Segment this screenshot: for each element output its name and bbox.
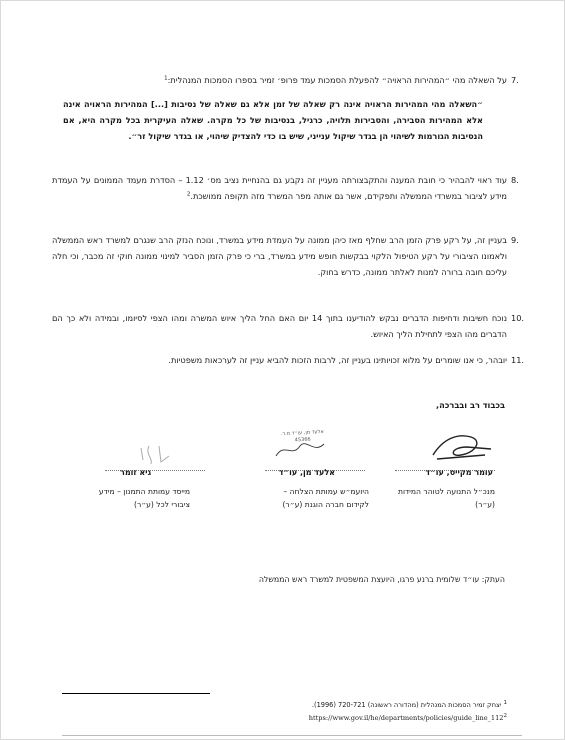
- footnote-number: 1: [503, 699, 507, 706]
- copy-to-line: העתק: עו״ד שלומית ברנע פרגו, היועצת המשפטית למשרד ראש הממשלה: [258, 575, 505, 584]
- signer-name-1: עומר מקייס, עו״ד: [425, 468, 493, 477]
- paragraph-number: 8.: [511, 175, 519, 185]
- paragraph-number: 10.: [511, 313, 525, 323]
- closing-line: בכבוד רב ובברכה,: [436, 400, 505, 410]
- paragraph-text: נוכח חשיבות ודחיפות הדברים נבקש להודיענו בתוך 14 יום האם החל הליך איוש המשרה ומהו הצפי לסיומו, ובמידה ולא כך הם הדברים מהו הצפי לתחילת הליך האיוש.: [52, 313, 508, 339]
- signer-title-3: מייסד עמותת התמנון – מידע ציבורי לכל (ע״ר): [98, 487, 190, 509]
- paragraph-7: [52, 72, 519, 88]
- paragraph-10: [52, 310, 525, 342]
- footnote-url[interactable]: https://www.gov.il/he/departments/policies/guide_line_112: [308, 714, 504, 722]
- paragraph-11: [52, 352, 525, 368]
- footnote-separator: [62, 693, 210, 694]
- paragraph-number: 11.: [511, 355, 525, 365]
- footnote-ref[interactable]: 1: [164, 75, 168, 82]
- footnote-text: יצחק זמיר הסמכות המנהלית (מהדורה ראשונה) 720-721 (1996).: [311, 701, 502, 709]
- paragraph-number: 7.: [511, 75, 519, 85]
- signer-name-2: אלעד מן, עו״ד: [278, 468, 335, 477]
- footnote-number: 2: [503, 712, 507, 719]
- footnote-2: [47, 714, 507, 722]
- paragraph-text: יובהר, כי אנו שומרים על מלוא זכויותינו בעניין זה, לרבות הזכות להביא עניין זה לערכאות משפטיות.: [168, 355, 507, 365]
- paragraph-text: עוד ראוי להבהיר כי חובת המענה והתקבצורתה מעניין זה נקבע גם בהנחיית נציב מס׳ 1.12 – הסדרת מעמד הממונים על העמדת מידע לציבור במשרדי הממשלה ותפקידם, אשר גם אותה מפר המשרד מזה תקופה ממושכת.: [52, 175, 508, 201]
- paragraph-8: [52, 172, 519, 204]
- paragraph-9: [52, 232, 519, 280]
- footnote-1: [47, 701, 507, 709]
- paragraph-text: על השאלה מהי ״המהירות הראויה״ להפעלת הסמכות עמד פרופ׳ זמיר בספרו הסמכות המנהלית:: [167, 75, 507, 85]
- footnote-ref[interactable]: 2: [186, 191, 191, 198]
- signature-2-stamp: אלעד מן, עו״ד מ.ר. 45366: [280, 428, 324, 444]
- paragraph-number: 9.: [511, 235, 519, 245]
- signer-name-3: גיא זומר: [120, 468, 152, 477]
- signer-title-2: היועמ״ש עמותת הצלחה – לקידום חברה הוגנת (ע״ר): [282, 487, 369, 509]
- signature-2-drawing: [270, 432, 330, 466]
- signature-3-drawing: [135, 440, 175, 468]
- paragraph-text: בעניין זה, על רקע פרק הזמן הרב שחלף מאז כיהן ממונה על העמדת מידע במשרד, ונוכח הנזק הרב שנגרם למשרד ראש הממשלה ולאמונו הציבורי על רקע הטיפול הלקוי בבקשות חופש מידע במשרד, ברי כי פרק הזמן הסביר למינוי ממונה חוקי זה מכבר, וכי חלה עליכם חובה ברורה למנות לאלתר ממונה, כדרש בחוק.: [52, 235, 507, 277]
- signature-1-drawing: [427, 425, 497, 467]
- block-quote: ״השאלה מהי המהירות הראויה אינה רק שאלה של זמן אלא גם שאלה של נסיבות [...] המהירות הראויה אינה אלא המהירות הסבירה, והסבירות תלויה, כרגיל, בנסיבות של כל מקרה. שאלה העיקרית בכל מקרה היא, אם הנסיבות הגורמות לשיהוי הן בגדר שיקול ענייני, שיש בו כדי להצדיק שיהוי, או בגדר שיקול זר״.: [63, 99, 483, 141]
- bottom-rule: [62, 735, 522, 736]
- signer-title-1: מנכ״ל התנועה לטוהר המידות (ע״ר): [397, 487, 495, 509]
